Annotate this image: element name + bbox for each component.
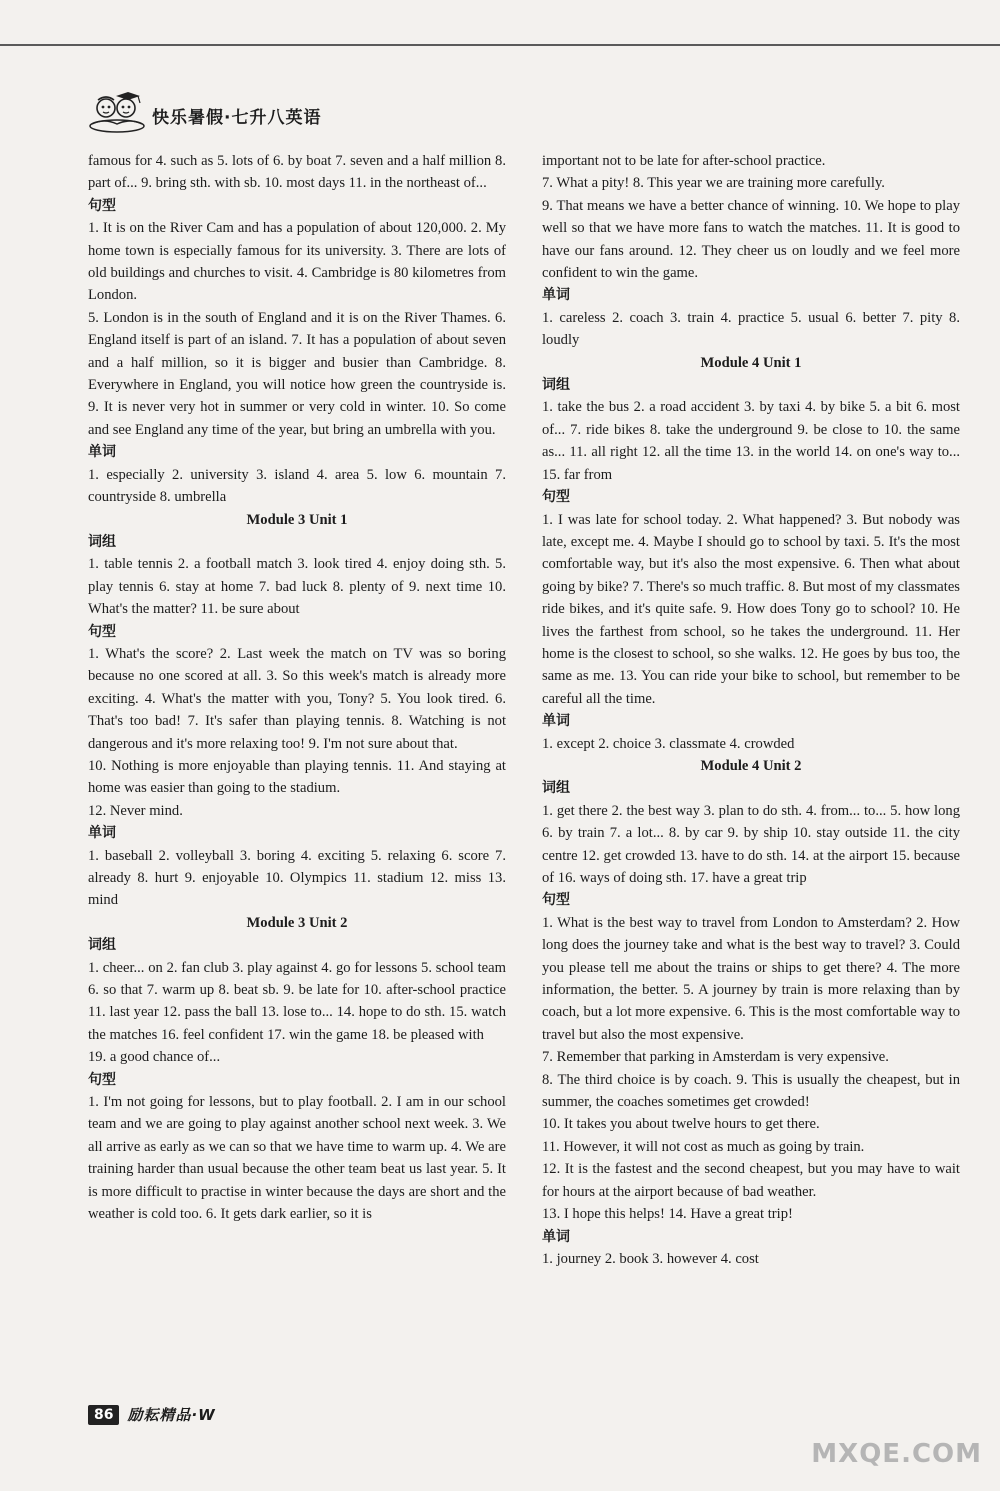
answer-paragraph: 7. What a pity! 8. This year we are training more carefully. bbox=[542, 175, 885, 192]
module-heading: Module 4 Unit 1 bbox=[700, 354, 802, 371]
page-footer bbox=[88, 1404, 216, 1425]
brand-label: 励耘精品·W bbox=[127, 1406, 216, 1424]
answer-paragraph: famous for 4. such as 5. lots of 6. by boat 7. seven and a half million 8. part of... 9. bring sth. with sb. 10. most days 11. in the northeast of... bbox=[88, 153, 506, 192]
answer-paragraph: 1. get there 2. the best way 3. plan to do sth. 4. from... to... 5. how long 6. by train 7. a lot... 8. by car 9. by ship 10. stay outside 11. the city centre 12. get crowded 13. have to do sth. 14. at the airport 15. because of 16. ways of doing sth. 17. have a great trip bbox=[542, 802, 960, 886]
top-rule bbox=[0, 44, 1000, 46]
section-heading: 单词 bbox=[88, 444, 116, 461]
answer-paragraph: 1. careless 2. coach 3. train 4. practice 5. usual 6. better 7. pity 8. loudly bbox=[542, 309, 960, 349]
section-heading: 句型 bbox=[542, 489, 570, 506]
answer-paragraph: 19. a good chance of... bbox=[88, 1049, 221, 1066]
answer-paragraph: 1. journey 2. book 3. however 4. cost bbox=[542, 1250, 759, 1267]
answer-paragraph: 1. table tennis 2. a football match 3. look tired 4. enjoy doing sth. 5. play tennis 6. stay at home 7. bad luck 8. plenty of 9. next time 10. What's the matter? 11. be sure about bbox=[88, 556, 506, 618]
answer-paragraph: 13. I hope this helps! 14. Have a great trip! bbox=[542, 1206, 793, 1223]
section-heading: 词组 bbox=[88, 533, 116, 550]
section-heading: 词组 bbox=[542, 780, 570, 797]
answer-paragraph: 1. What is the best way to travel from London to Amsterdam? 2. How long does the journey take and what is the best way to travel? 3. Could you please tell me about the trains or ships to get there? 4. The more information, the better. 5. A journey by train is more relaxing than by coach, but a lot more expensive. 6. This is the most comfortable way to travel but also the most expensive. bbox=[542, 914, 960, 1043]
answer-paragraph: 10. Nothing is more enjoyable than playing tennis. 11. And staying at home was easier than going to the stadium. bbox=[88, 757, 506, 797]
right-column bbox=[542, 150, 960, 1270]
section-heading: 词组 bbox=[542, 377, 570, 394]
answer-paragraph: 1. I was late for school today. 2. What happened? 3. But nobody was late, except me. 4. Maybe I should go to school by taxi. 5. It's the most comfortable way, but it's also the most expensive. 6. Then what about going by bike? 7. There's so much traffic. 8. But most of my classmates ride bikes, and it's quite safe. 9. How does Tony go to school? 10. He lives the farthest from school, so he takes the underground. 11. Her home is the closest to school, so she walks. 12. He goes by bus too, the same as me. 13. You can ride your bike to school, but remember to be careful all the time. bbox=[542, 511, 960, 707]
section-heading: 句型 bbox=[88, 623, 116, 640]
module-heading: Module 3 Unit 1 bbox=[246, 511, 348, 528]
answer-paragraph: 1. cheer... on 2. fan club 3. play against 4. go for lessons 5. school team 6. so that 7. warm up 8. beat sb. 9. be late for 10. after-school practice 11. last year 12. pass the ball 13. lose to... 14. hope to do sth. 15. watch the matches 16. feel confident 17. win the game 18. be pleased with bbox=[88, 959, 506, 1043]
answer-paragraph: 12. It is the fastest and the second cheapest, but you may have to wait for hours at the airport because of bad weather. bbox=[542, 1161, 960, 1200]
answer-paragraph: 1. take the bus 2. a road accident 3. by taxi 4. by bike 5. a bit 6. most of... 7. ride bikes 8. take the underground 9. be close to 10. the same as... 11. all right 12. all the time 13. in the world 14. on one's way to... 15. far from bbox=[542, 399, 960, 483]
answer-paragraph: 1. What's the score? 2. Last week the match on TV was so boring because no one scored at all. 3. So this week's match is already more exciting. 4. What's the matter with you, Tony? 5. You look tired. 6. That's too bad! 7. It's safer than playing tennis. 8. Watching is not dangerous and it's more relaxing too! 9. I'm not sure about that. bbox=[88, 645, 506, 752]
left-column bbox=[88, 150, 506, 1226]
answer-paragraph: 11. However, it will not cost as much as going by train. bbox=[542, 1138, 865, 1155]
section-heading: 单词 bbox=[542, 1228, 570, 1245]
answer-paragraph: important not to be late for after-school practice. bbox=[542, 153, 826, 169]
book-characters-logo-icon bbox=[88, 88, 146, 134]
section-heading: 单词 bbox=[542, 713, 570, 730]
answer-paragraph: 12. Never mind. bbox=[88, 802, 183, 819]
module-heading: Module 4 Unit 2 bbox=[700, 757, 802, 774]
answer-paragraph: 1. especially 2. university 3. island 4. area 5. low 6. mountain 7. countryside 8. umbrella bbox=[88, 466, 506, 506]
answer-paragraph: 9. That means we have a better chance of winning. 10. We hope to play well so that we have more fans to watch the matches. 11. It is good to have our fans around. 12. They cheer us on loudly and we feel more confident to win the game. bbox=[542, 197, 960, 282]
section-heading: 单词 bbox=[88, 825, 116, 842]
section-heading: 句型 bbox=[88, 1071, 116, 1088]
answer-paragraph: 7. Remember that parking in Amsterdam is very expensive. bbox=[542, 1049, 889, 1066]
answer-paragraph: 10. It takes you about twelve hours to get there. bbox=[542, 1116, 820, 1133]
answer-paragraph: 5. London is in the south of England and it is on the River Thames. 6. England itself is part of an island. 7. It has a population of about seven and a half million, so it is bigger and busier than Cambridge. 8. Everywhere in England, you will notice how green the countryside is. 9. It is never very hot in summer or very cold in winter. 10. So come and see England any time of the year, but bring an umbrella with you. bbox=[88, 309, 506, 438]
answer-paragraph: 8. The third choice is by coach. 9. This is usually the cheapest, but in summer, the coaches sometimes get crowded! bbox=[542, 1071, 960, 1111]
answer-paragraph: 1. I'm not going for lessons, but to play football. 2. I am in our school team and we are going to play against another school next week. 3. We all arrive as early as we can so that we have time to warm up. 4. We are training harder than usual because the other team beat us last year. 5. It is more difficult to practise in winter because the days are short and the weather is cold too. 6. It gets dark earlier, so it is bbox=[88, 1094, 506, 1223]
section-heading: 词组 bbox=[88, 937, 116, 954]
module-heading: Module 3 Unit 2 bbox=[246, 914, 348, 931]
answer-paragraph: 1. baseball 2. volleyball 3. boring 4. exciting 5. relaxing 6. score 7. already 8. hurt 9. enjoyable 10. Olympics 11. stadium 12. miss 13. mind bbox=[88, 847, 506, 909]
page-number: 86 bbox=[88, 1405, 119, 1425]
page-title: 快乐暑假·七升八英语 bbox=[152, 108, 322, 128]
watermark: MXQE.COM bbox=[811, 1439, 982, 1469]
section-heading: 句型 bbox=[88, 197, 116, 214]
page-header bbox=[88, 88, 321, 134]
section-heading: 句型 bbox=[542, 892, 570, 909]
section-heading: 单词 bbox=[542, 287, 570, 304]
answer-paragraph: 1. except 2. choice 3. classmate 4. crowded bbox=[542, 735, 795, 752]
answer-paragraph: 1. It is on the River Cam and has a population of about 120,000. 2. My home town is especially famous for its university. 3. There are lots of old buildings and churches to visit. 4. Cambridge is 80 kilometres from London. bbox=[88, 220, 506, 304]
